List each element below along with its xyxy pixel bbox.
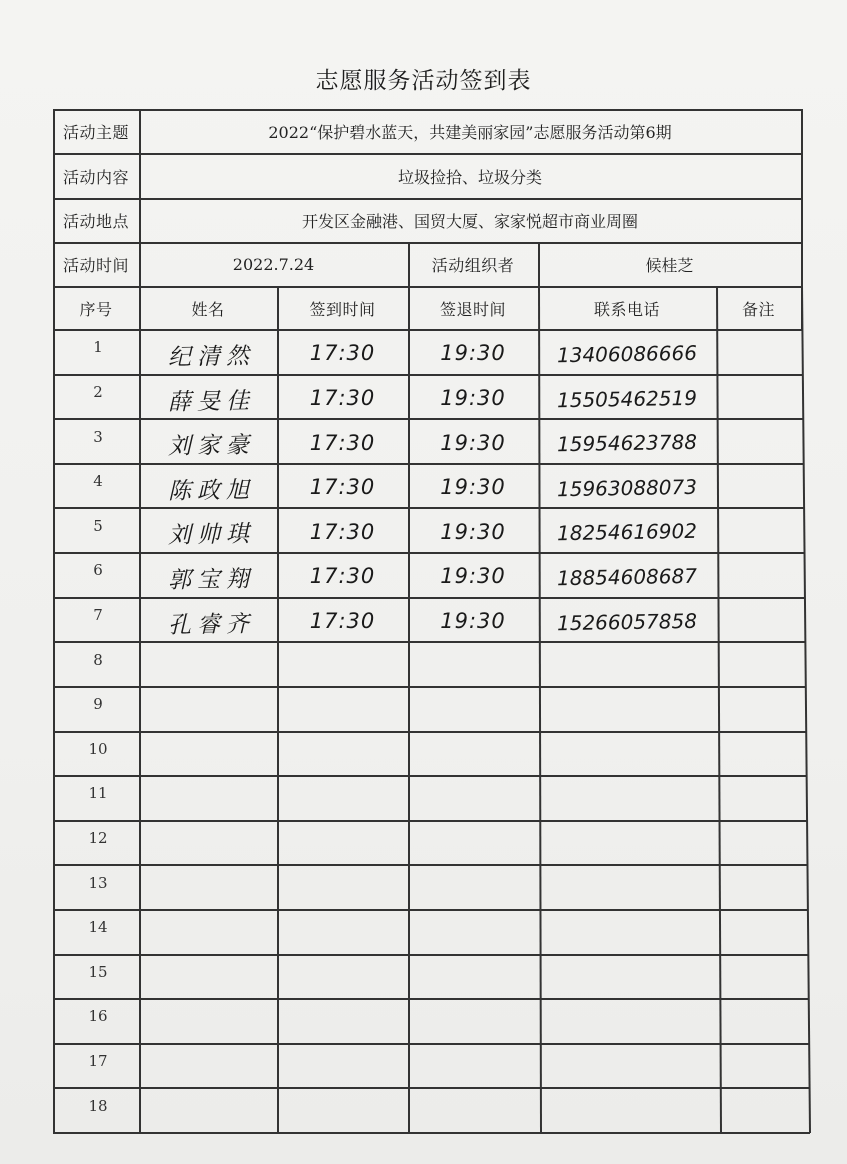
note-cell [716,864,804,909]
checkin-time: 17:30 [309,608,376,633]
checkin-time [277,777,408,822]
theme-value: 2022“保护碧水蓝天，共建美丽家园”志愿服务活动第6期 [268,123,672,142]
signature-name [139,1089,285,1136]
table-rule [53,153,802,155]
checkin-time: 17:30 [309,385,376,410]
checkin-time [277,643,408,688]
signature-name: 纪清然 [167,343,256,371]
checkout-time: 19:30 [440,385,506,410]
checkin-time [277,1045,408,1090]
checkin-time: 17:30 [309,341,376,366]
phone-number: 15954623788 [556,430,698,457]
checkin-time [277,733,408,778]
row-number: 15 [88,962,108,981]
checkout-time [408,911,538,956]
row-number: 7 [93,605,103,624]
signature-name: 薛旻佳 [167,387,256,416]
table-rule [53,109,802,111]
signature-name [139,911,285,958]
phone-number [538,1044,717,1092]
note-cell [716,1087,804,1132]
row-number: 6 [93,561,103,580]
checkout-time [408,1000,538,1045]
time-label: 活动时间 [62,256,129,275]
checkin-time: 17:30 [309,564,376,589]
phone-number [538,910,717,958]
phone-number: 18854608687 [556,564,698,591]
signature-name: 刘家豪 [167,432,256,460]
location-value: 开发区金融港、国贸大厦、家家悦超市商业周圈 [301,212,638,231]
organizer-value: 候桂芝 [645,256,694,275]
phone-number [538,1089,717,1137]
checkin-time [277,1089,408,1134]
row-number: 16 [88,1007,108,1026]
signature-name [139,688,285,735]
phone-number [538,687,717,735]
content-value: 垃圾捡拾、垃圾分类 [397,167,542,187]
checkout-time [408,777,538,822]
signature-name [139,1045,285,1092]
signature-name [139,821,285,868]
signature-name [139,732,285,779]
content-label: 活动内容 [62,167,129,187]
note-cell [716,463,804,508]
phone-number [538,1000,717,1048]
time-value: 2022.7.24 [232,255,315,274]
row-number: 9 [93,695,103,714]
col-header-checkin: 签到时间 [309,299,376,319]
checkout-time: 19:30 [440,519,506,544]
note-cell [716,597,804,642]
phone-number [538,643,717,691]
row-number: 17 [88,1052,108,1071]
note-cell [716,686,804,731]
note-cell [716,374,804,419]
row-number: 2 [93,382,103,401]
checkin-time [277,866,408,911]
row-number: 13 [88,873,108,892]
col-header-checkout: 签退时间 [439,299,506,319]
checkin-time [277,1000,408,1045]
row-number: 3 [93,427,103,446]
row-number: 10 [88,739,108,758]
checkin-time: 17:30 [309,519,376,544]
note-cell [716,507,804,552]
note-cell [716,1043,804,1088]
note-cell [716,909,804,954]
checkin-time [277,822,408,867]
col-header-no: 序号 [79,299,113,319]
checkin-time [277,688,408,733]
col-header-phone: 联系电话 [593,299,660,319]
checkout-time [408,1045,538,1090]
phone-number [538,777,717,825]
row-number: 18 [88,1096,108,1115]
table-rule [408,242,410,286]
phone-number: 15963088073 [556,474,698,502]
signature-name: 陈政旭 [167,476,256,505]
checkout-time: 19:30 [440,564,506,589]
signature-name [139,866,285,913]
checkin-time [277,956,408,1001]
signature-name [139,643,285,690]
row-number: 4 [93,472,103,491]
phone-number [538,821,717,869]
phone-number [538,866,717,914]
checkout-time: 19:30 [440,341,506,366]
checkout-time: 19:30 [440,430,506,455]
note-cell [716,641,804,686]
signature-name [139,955,285,1002]
signature-name: 郭宝翔 [167,566,256,594]
row-number: 5 [93,516,103,535]
checkout-time [408,688,538,733]
note-cell [716,775,804,820]
checkout-time [408,643,538,688]
checkout-time: 19:30 [440,608,506,633]
location-label: 活动地点 [62,212,129,231]
note-cell [716,329,804,374]
table-rule [53,286,802,288]
signature-name: 孔睿齐 [167,610,256,639]
checkin-time: 17:30 [309,430,376,455]
signature-name: 刘帅琪 [167,521,256,549]
phone-number [538,732,717,780]
checkout-time [408,822,538,867]
checkout-time [408,956,538,1001]
row-number: 12 [88,829,108,848]
table-rule [53,242,802,244]
theme-label: 活动主题 [62,123,129,142]
checkout-time [408,733,538,778]
note-cell [716,552,804,597]
row-number: 8 [93,650,103,669]
note-cell [716,418,804,463]
note-cell [716,731,804,776]
phone-number: 13406086666 [556,341,698,368]
note-cell [716,998,804,1043]
table-rule [53,198,802,200]
checkin-time [277,911,408,956]
phone-number: 18254616902 [556,519,698,546]
col-header-name: 姓名 [191,299,225,319]
checkout-time [408,1089,538,1134]
table-rule [538,242,540,286]
phone-number: 15505462519 [556,385,698,413]
phone-number: 15266057858 [556,608,698,636]
signature-name [139,1000,285,1047]
note-cell [716,820,804,865]
col-header-note: 备注 [741,299,775,319]
row-number: 11 [88,784,108,803]
note-cell [716,954,804,999]
row-number: 1 [93,338,103,357]
row-number: 14 [88,918,108,937]
organizer-label: 活动组织者 [431,256,515,275]
page-title: 志愿服务活动签到表 [315,68,532,94]
checkin-time: 17:30 [309,475,376,500]
checkout-time: 19:30 [440,475,506,500]
checkout-time [408,866,538,911]
signature-name [139,777,285,824]
phone-number [538,955,717,1003]
